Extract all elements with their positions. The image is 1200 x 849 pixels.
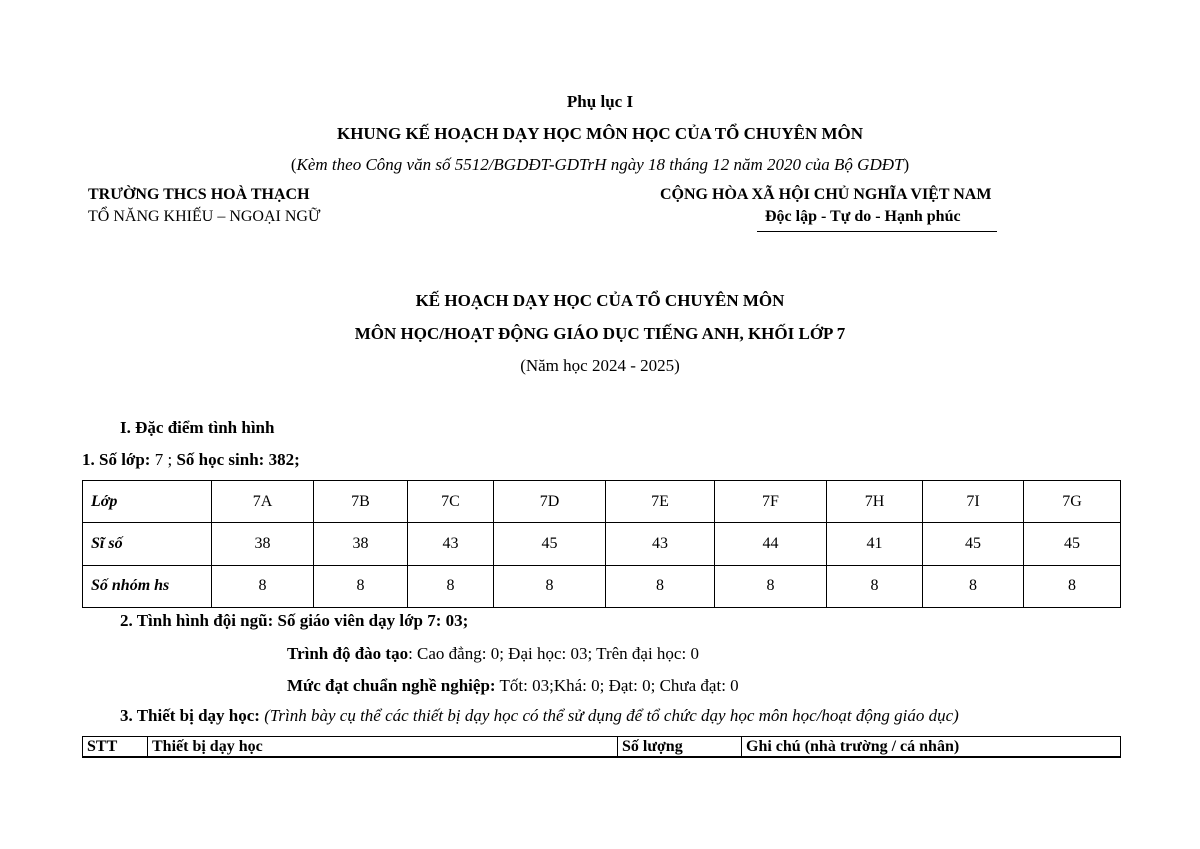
table-row xyxy=(83,523,1121,565)
table-cell: 7G xyxy=(1024,481,1121,523)
table-cell: 43 xyxy=(606,523,715,565)
column-header: STT xyxy=(83,737,148,758)
table-cell: 8 xyxy=(494,565,606,607)
table-cell: 45 xyxy=(494,523,606,565)
table-cell: 8 xyxy=(923,565,1024,607)
table-cell: 7F xyxy=(715,481,827,523)
class-table xyxy=(82,480,1121,608)
frame-title: KHUNG KẾ HOẠCH DẠY HỌC MÔN HỌC CỦA TỔ CHUYÊN MÔN xyxy=(336,124,864,143)
table-cell: 7B xyxy=(314,481,408,523)
table-cell: 43 xyxy=(408,523,494,565)
row-label: Số nhóm hs xyxy=(83,565,212,607)
table-cell: 38 xyxy=(314,523,408,565)
equipment-table xyxy=(82,736,1121,758)
table-cell: 8 xyxy=(606,565,715,607)
school-name: TRƯỜNG THCS HOÀ THẠCH xyxy=(88,186,310,203)
table-row xyxy=(83,481,1121,523)
table-cell: 45 xyxy=(1024,523,1121,565)
table-cell: 8 xyxy=(408,565,494,607)
attached-note: (Kèm theo Công văn số 5512/BGDĐT-GDTrH ngày 18 tháng 12 năm 2020 của Bộ GDĐT) xyxy=(290,155,910,174)
department-name: TỔ NĂNG KHIẾU – NGOẠI NGỮ xyxy=(88,208,321,225)
section1-heading: I. Đặc điểm tình hình xyxy=(120,418,275,437)
equipment-line: 3. Thiết bị dạy học: (Trình bày cụ thể các thiết bị dạy học có thể sử dụng để tổ chức dạy học môn học/hoạt động giáo dục) xyxy=(120,706,959,725)
appendix-label: Phụ lục I xyxy=(566,92,634,111)
table-cell: 44 xyxy=(715,523,827,565)
table-cell: 7A xyxy=(212,481,314,523)
school-year: (Năm học 2024 - 2025) xyxy=(520,356,680,375)
table-cell: 7D xyxy=(494,481,606,523)
row-label: Lớp xyxy=(83,481,212,523)
staff-line: 2. Tình hình đội ngũ: Số giáo viên dạy lớp 7: 03; xyxy=(120,611,469,630)
table-cell: 7H xyxy=(827,481,923,523)
training-line: Trình độ đào tạo: Cao đẳng: 0; Đại học: 03; Trên đại học: 0 xyxy=(287,644,699,663)
table-cell: 7C xyxy=(408,481,494,523)
republic-title: CỘNG HÒA XÃ HỘI CHỦ NGHĨA VIỆT NAM xyxy=(660,186,992,203)
motto-underline xyxy=(757,231,997,232)
column-header: Số lượng xyxy=(618,737,742,758)
table-cell: 45 xyxy=(923,523,1024,565)
table-cell: 8 xyxy=(827,565,923,607)
table-header-row xyxy=(83,737,1121,758)
column-header: Ghi chú (nhà trường / cá nhân) xyxy=(742,737,1121,758)
plan-title: KẾ HOẠCH DẠY HỌC CỦA TỔ CHUYÊN MÔN xyxy=(415,291,785,310)
national-motto: Độc lập - Tự do - Hạnh phúc xyxy=(765,208,961,225)
table-cell: 8 xyxy=(1024,565,1121,607)
table-cell: 7I xyxy=(923,481,1024,523)
class-count-line: 1. Số lớp: 7 ; Số học sinh: 382; xyxy=(82,450,300,469)
table-cell: 41 xyxy=(827,523,923,565)
table-cell: 7E xyxy=(606,481,715,523)
row-label: Sĩ số xyxy=(83,523,212,565)
table-cell: 38 xyxy=(212,523,314,565)
table-row xyxy=(83,565,1121,607)
table-cell: 8 xyxy=(314,565,408,607)
column-header: Thiết bị dạy học xyxy=(148,737,618,758)
table-cell: 8 xyxy=(715,565,827,607)
plan-subject: MÔN HỌC/HOẠT ĐỘNG GIÁO DỤC TIẾNG ANH, KHỐI LỚP 7 xyxy=(354,324,846,343)
standard-line: Mức đạt chuẩn nghề nghiệp: Tốt: 03;Khá: 0; Đạt: 0; Chưa đạt: 0 xyxy=(287,676,739,695)
table-cell: 8 xyxy=(212,565,314,607)
